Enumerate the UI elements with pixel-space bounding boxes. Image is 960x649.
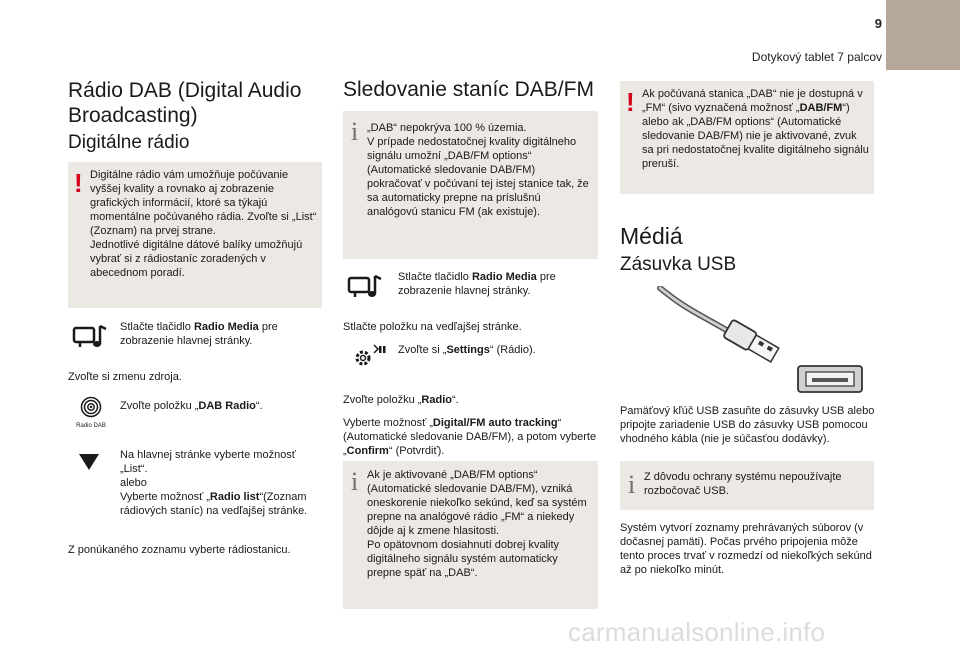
col1-step3-text: Na hlavnej stránke vyberte možnosť „List“. alebo Vyberte možnosť „Radio list“(Zoznam rádiových staníc) na vedľajšej stránke. bbox=[120, 449, 308, 517]
page-tab bbox=[886, 0, 960, 70]
col1-para2: Z ponúkaného zoznamu vyberte rádiostanicu. bbox=[68, 544, 291, 556]
col2-step2-text: Zvoľte si „Settings“ (Rádio). bbox=[398, 344, 536, 356]
dab-radio-icon bbox=[72, 396, 110, 430]
warning-box bbox=[620, 81, 874, 194]
info-icon: i bbox=[628, 470, 636, 499]
usb-plug-illustration bbox=[620, 286, 874, 403]
col2-para1: Stlačte položku na vedľajšej stránke. bbox=[343, 321, 522, 333]
subheading-digital-radio: Digitálne rádio bbox=[68, 132, 190, 153]
col1-step2-text: Zvoľte položku „DAB Radio“. bbox=[120, 400, 263, 412]
radio-media-icon bbox=[347, 272, 383, 305]
warning-text: Digitálne rádio vám umožňuje počúvanie vyššej kvality a rovnako aj zobrazenie grafických informácií, ktoré sa týkajú momentálne počúvaného rádia. Zvoľte si „List“ (Zoznam) na prvej strane. Jednotlivé digitálne dátové balíky umožňujú vybrať si z rádiostaníc zoradených v abecednom poradí. bbox=[90, 169, 317, 279]
info-box-3-text: Z dôvodu ochrany systému nepoužívajte rozbočovač USB. bbox=[644, 471, 842, 497]
section-heading-media: Médiá bbox=[620, 223, 683, 249]
watermark: carmanualsonline.info bbox=[568, 617, 826, 647]
col1-step1-text: Stlačte tlačidlo Radio Media pre zobrazenie hlavnej stránky. bbox=[120, 321, 278, 347]
warning-icon: ! bbox=[74, 168, 83, 198]
col3-warning-text: Ak počúvaná stanica „DAB“ nie je dostupná v „FM“ (sivo vyznačená možnosť „DAB/FM“) alebo ak „DAB/FM options“ (Automatické sledovanie DAB/FM) nie je aktivované, zvuk sa pri nedostatočnej kvalite digitálneho signálu preruší. bbox=[642, 88, 869, 170]
info-box-2-text: Ak je aktivované „DAB/FM options“ (Automatické sledovanie DAB/FM), vzniká oneskorenie niekoľko sekúnd, keď sa systém prepne na analógové rádio „FM“ a niekedy dôjde aj k zmene hlasitosti. Po opätovnom dosiahnutí dobrej kvality digitálneho signálu systém automaticky prepne späť na „DAB“. bbox=[367, 469, 587, 579]
radio-media-icon bbox=[72, 322, 108, 355]
col2-para2: Zvoľte položku „Radio“. bbox=[343, 394, 459, 406]
info-icon: i bbox=[351, 467, 359, 496]
dab-radio-icon-label: Radio DAB bbox=[76, 423, 106, 429]
chapter-title: Dotykový tablet 7 palcov bbox=[751, 50, 882, 64]
col3-para2: Systém vytvorí zoznamy prehrávaných súborov (v dočasnej pamäti). Počas prvého pripojenia môže tento proces trvať v rozmedzí od niekoľkých sekúnd až po niekoľko minút. bbox=[620, 522, 872, 576]
section-heading-tracking: Sledovanie staníc DAB/FM bbox=[343, 78, 594, 101]
settings-icon bbox=[352, 343, 388, 376]
col2-para3: Vyberte možnosť „Digital/FM auto tracking“ (Automatické sledovanie DAB/FM), a potom vyberte „Confirm“ (Potvrdiť). bbox=[343, 417, 597, 457]
col2-step1-text: Stlačte tlačidlo Radio Media pre zobrazenie hlavnej stránky. bbox=[398, 271, 556, 297]
page-number: 9 bbox=[874, 16, 882, 31]
info-box-1 bbox=[343, 111, 598, 259]
section-heading-dab: Rádio DAB (Digital Audio Broadcasting) bbox=[68, 79, 302, 127]
info-box-1-text: „DAB“ nepokrýva 100 % územia. V prípade nedostatočnej kvality digitálneho signálu umožní „DAB/FM options“ (Automatické sledovanie DAB/FM) pokračovať v počúvaní tej istej stanice tak, že sa automaticky prepne na príslušnú analógovú stanicu FM (ak existuje). bbox=[367, 122, 589, 218]
info-icon: i bbox=[351, 117, 359, 146]
col3-para1: Pamäťový kľúč USB zasuňte do zásuvky USB alebo pripojte zariadenie USB do zásuvky USB pomocou vhodného kábla (nie je súčasťou dodávky). bbox=[620, 405, 875, 445]
subheading-usb: Zásuvka USB bbox=[620, 254, 737, 275]
warning-box bbox=[68, 162, 322, 308]
triangle-down-icon bbox=[78, 453, 100, 476]
info-box-3 bbox=[620, 461, 874, 510]
col1-para1: Zvoľte si zmenu zdroja. bbox=[68, 371, 182, 383]
warning-icon: ! bbox=[626, 87, 635, 117]
info-box-2 bbox=[343, 461, 598, 609]
